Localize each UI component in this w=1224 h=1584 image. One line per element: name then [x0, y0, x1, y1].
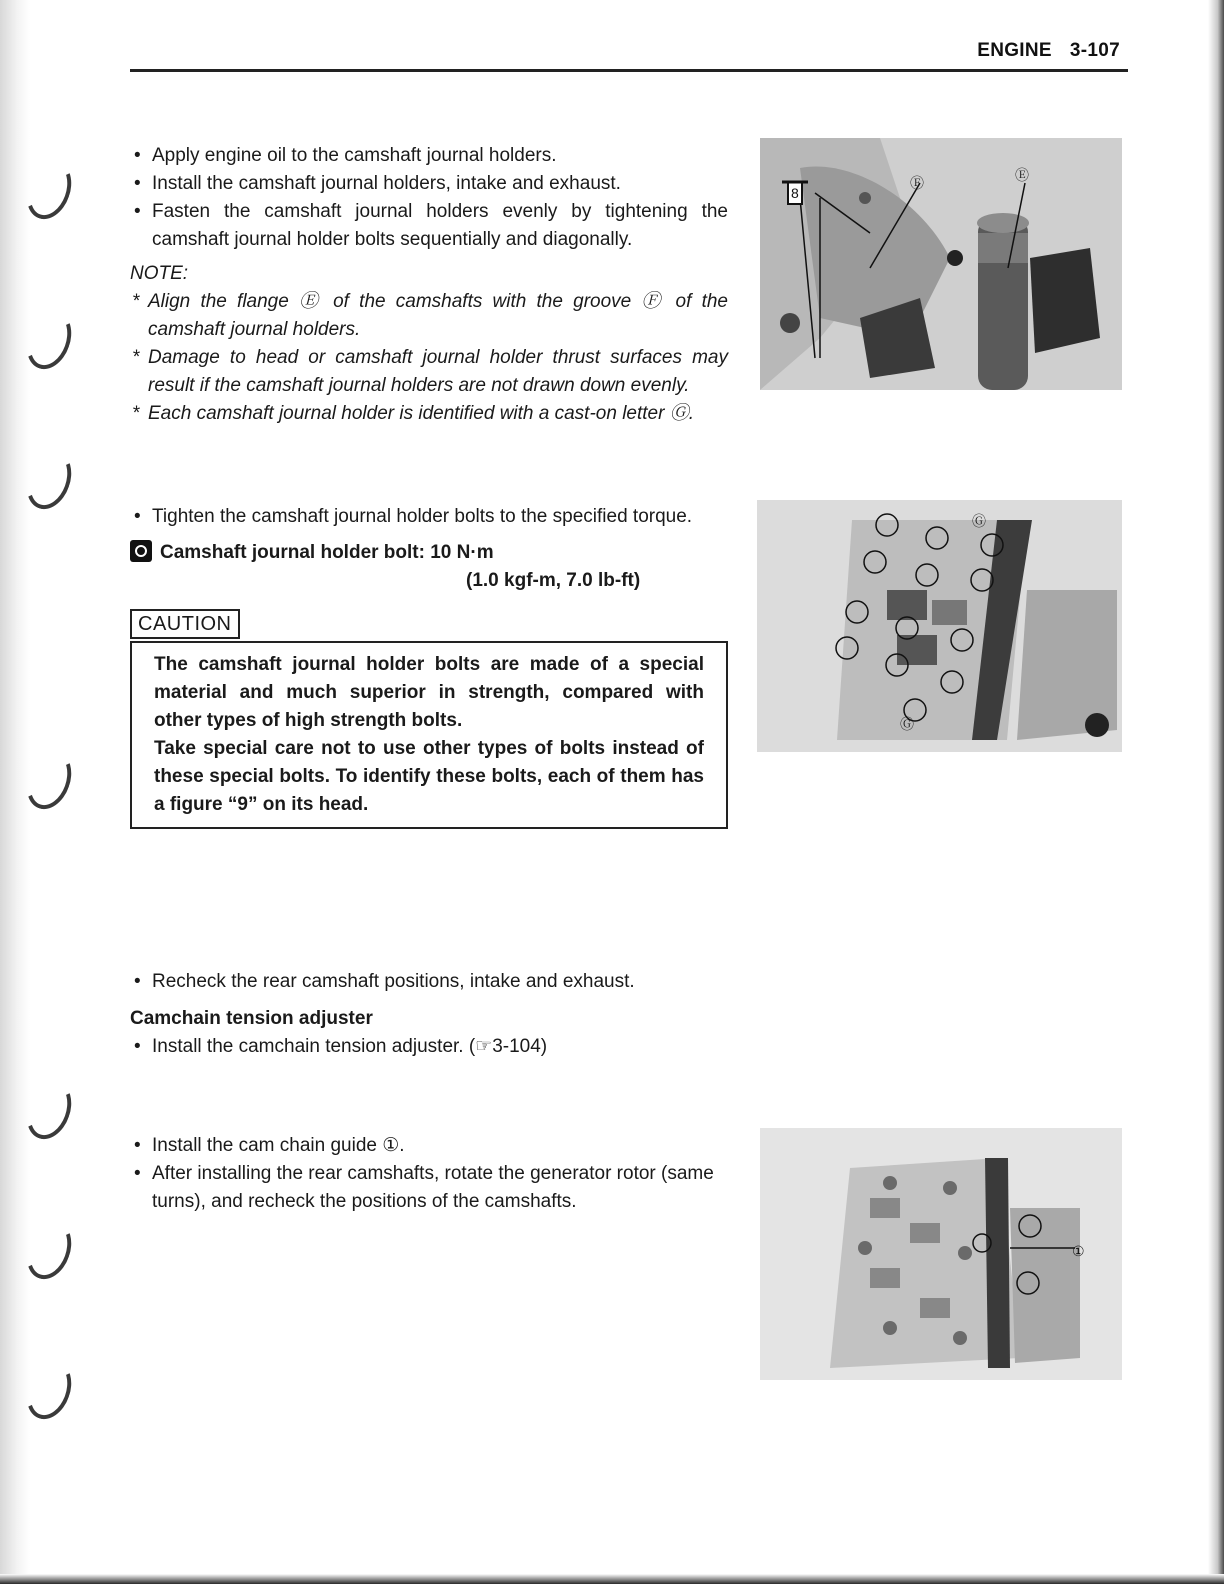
figure-label: Ⓖ: [972, 513, 986, 529]
torque-wrench-icon: [130, 540, 152, 562]
caution-text: Take special care not to use other types of bolts instead of these special bolts. To identify these bolts, each of them has a figure “9” on its head.: [154, 738, 704, 815]
figure-label: ①: [1072, 1243, 1085, 1259]
note-item: * Align the flange Ⓔ of the camshafts with the groove Ⓕ of the camshaft journal holders.: [130, 288, 728, 344]
journal-holder-bolts-photo: [757, 500, 1122, 752]
caution-box: [130, 641, 728, 829]
caution-label: CAUTION: [130, 609, 240, 639]
torque-spec-alt: (1.0 kgf-m, 7.0 lb-ft): [466, 570, 641, 591]
instructions-block-4: [130, 1005, 728, 1061]
figure-label: Ⓕ: [910, 175, 924, 191]
section-title: ENGINE: [977, 40, 1052, 61]
binder-edge: [0, 0, 30, 1584]
cam-chain-guide-photo: [760, 1128, 1122, 1380]
list-item: • Apply engine oil to the camshaft journal holders.: [130, 142, 728, 170]
figure-label: 8: [791, 185, 799, 201]
figure-label: Ⓔ: [1015, 167, 1029, 183]
page-header: [977, 40, 1120, 62]
list-item: • Install the cam chain guide ①.: [130, 1132, 728, 1160]
instructions-block-1: [130, 142, 728, 428]
list-item: • Recheck the rear camshaft positions, intake and exhaust.: [130, 968, 728, 996]
instructions-block-5: [130, 1132, 728, 1216]
list-item: • After installing the rear camshafts, rotate the generator rotor (same turns), and recheck the positions of the camshafts.: [130, 1160, 728, 1216]
torque-spec: [130, 539, 728, 567]
caution-text: The camshaft journal holder bolts are made of a special material and much superior in strength, compared with other types of high strength bolts.: [154, 654, 704, 731]
note-item: * Each camshaft journal holder is identified with a cast-on letter Ⓖ.: [130, 400, 728, 428]
list-item: • Fasten the camshaft journal holders evenly by tightening the camshaft journal holder bolts sequentially and diagonally.: [130, 198, 728, 254]
instructions-block-2: [130, 503, 728, 829]
list-item: • Tighten the camshaft journal holder bolts to the specified torque.: [130, 503, 728, 531]
page-edge: [1208, 0, 1224, 1584]
list-item: • Install the camchain tension adjuster. (☞3-104): [130, 1033, 728, 1061]
header-rule: [130, 69, 1128, 72]
caution-header: [130, 609, 728, 639]
list-item: • Install the camshaft journal holders, intake and exhaust.: [130, 170, 728, 198]
torque-spec-label: Camshaft journal holder bolt: 10 N·m: [160, 542, 494, 563]
note-item: * Damage to head or camshaft journal holder thrust surfaces may result if the camshaft journal holders are not drawn down evenly.: [130, 344, 728, 400]
figure-label: Ⓖ: [900, 716, 914, 732]
section-heading: Camchain tension adjuster: [130, 1008, 373, 1029]
page-bottom-edge: [0, 1574, 1224, 1584]
camshaft-holder-photo: [760, 138, 1122, 390]
note-title: NOTE:: [130, 263, 189, 284]
instructions-block-3: [130, 968, 728, 996]
page-number: 3-107: [1069, 40, 1120, 61]
